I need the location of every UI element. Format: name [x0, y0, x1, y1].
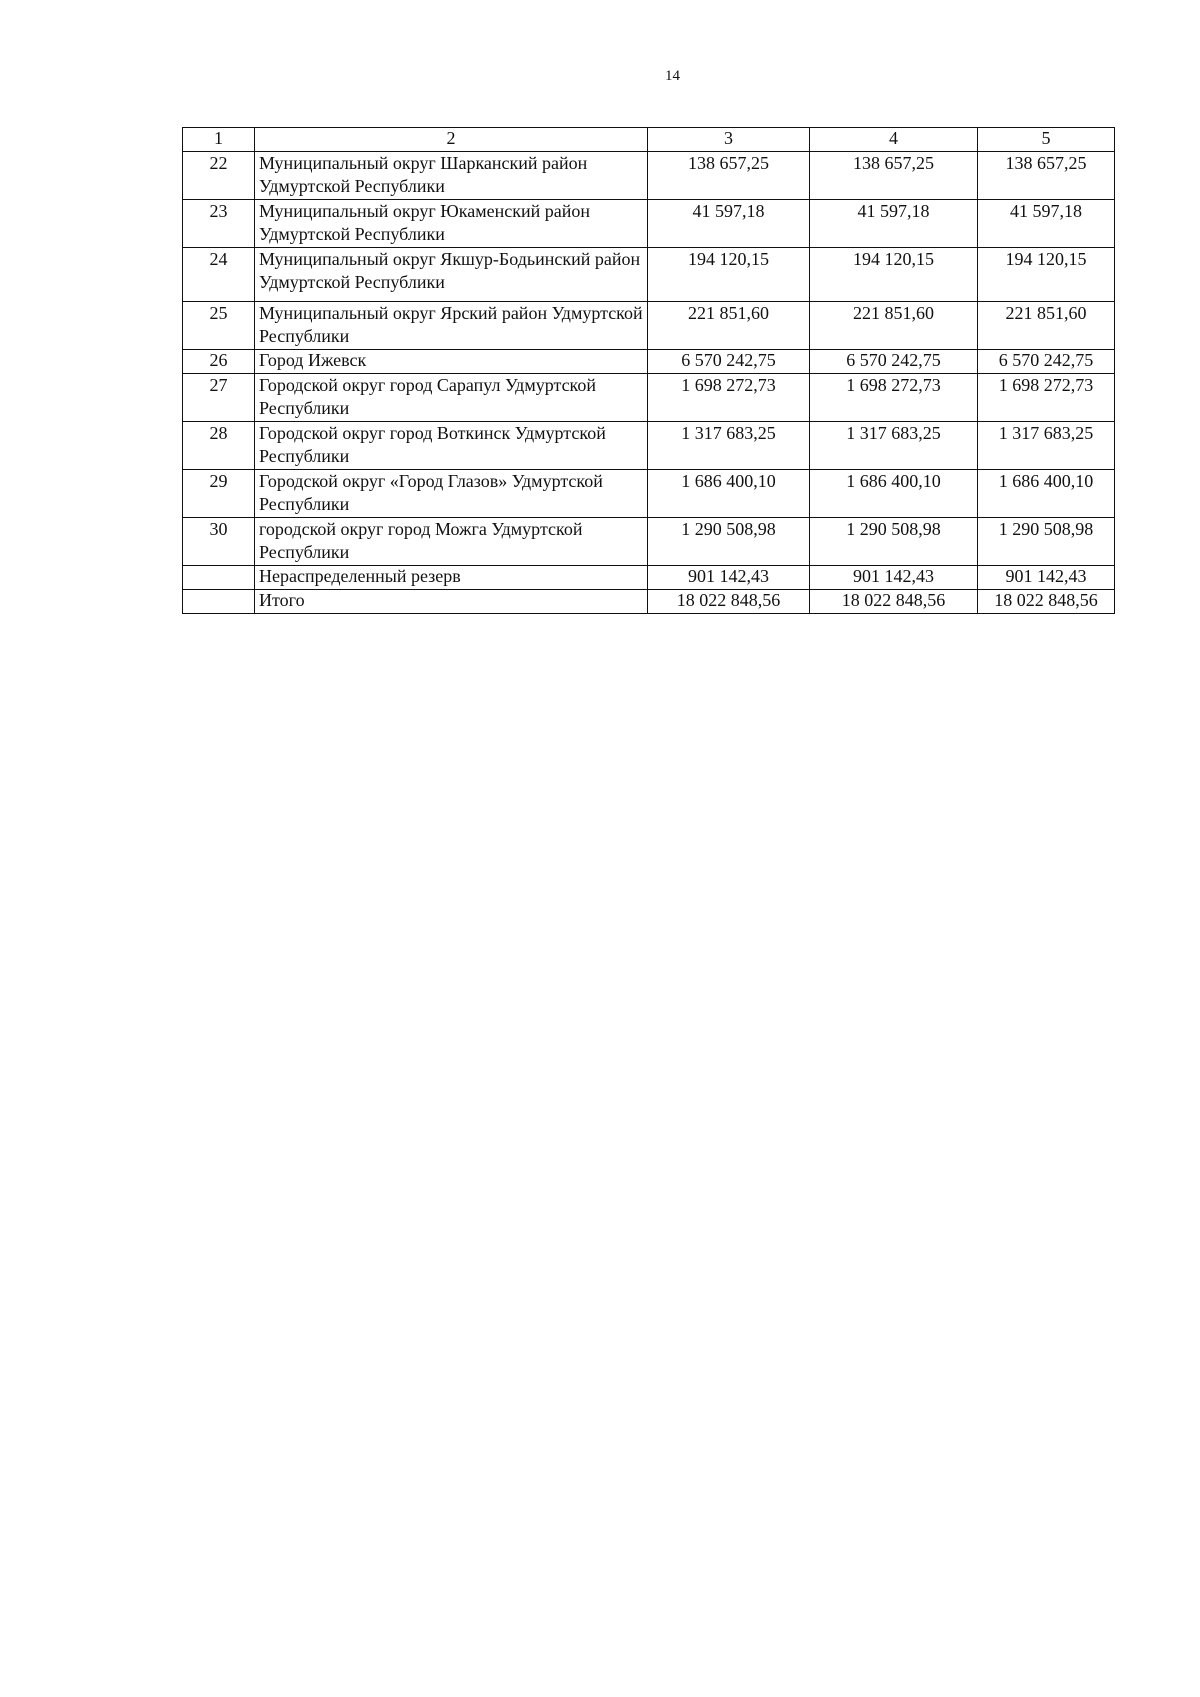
- value-col-3: 1 698 272,73: [648, 374, 810, 422]
- municipality-name: Муниципальный округ Ярский район Удмуртской Республики: [255, 302, 648, 350]
- total-col-4: 18 022 848,56: [810, 590, 978, 614]
- value-col-4: 221 851,60: [810, 302, 978, 350]
- municipality-name: Городской округ «Город Глазов» Удмуртской Республики: [255, 470, 648, 518]
- row-number: 29: [183, 470, 255, 518]
- row-number: 27: [183, 374, 255, 422]
- value-col-3: 6 570 242,75: [648, 350, 810, 374]
- value-col-4: 1 290 508,98: [810, 518, 978, 566]
- table-row: [183, 374, 1115, 422]
- table-row: [183, 350, 1115, 374]
- municipality-name: Муниципальный округ Шарканский район Удмуртской Республики: [255, 152, 648, 200]
- total-col-5: 18 022 848,56: [978, 590, 1115, 614]
- value-col-5: 138 657,25: [978, 152, 1115, 200]
- value-col-3: 901 142,43: [648, 566, 810, 590]
- value-col-5: 1 317 683,25: [978, 422, 1115, 470]
- value-col-5: 1 686 400,10: [978, 470, 1115, 518]
- table-row: [183, 470, 1115, 518]
- value-col-5: 41 597,18: [978, 200, 1115, 248]
- value-col-5: 1 698 272,73: [978, 374, 1115, 422]
- value-col-4: 6 570 242,75: [810, 350, 978, 374]
- header-col-4: 4: [810, 128, 978, 152]
- header-col-3: 3: [648, 128, 810, 152]
- header-col-5: 5: [978, 128, 1115, 152]
- municipality-name: Городской округ город Воткинск Удмуртской Республики: [255, 422, 648, 470]
- table-row: [183, 248, 1115, 302]
- table-header-row: [183, 128, 1115, 152]
- row-number: 22: [183, 152, 255, 200]
- row-number: 26: [183, 350, 255, 374]
- value-col-4: 1 686 400,10: [810, 470, 978, 518]
- value-col-5: 221 851,60: [978, 302, 1115, 350]
- value-col-3: 1 290 508,98: [648, 518, 810, 566]
- table-row: [183, 302, 1115, 350]
- row-number: 25: [183, 302, 255, 350]
- value-col-3: 41 597,18: [648, 200, 810, 248]
- value-col-5: 194 120,15: [978, 248, 1115, 302]
- total-col-3: 18 022 848,56: [648, 590, 810, 614]
- reserve-label: Нераспределенный резерв: [255, 566, 648, 590]
- table-row: [183, 518, 1115, 566]
- municipality-name: Муниципальный округ Якшур-Бодьинский район Удмуртской Республики: [255, 248, 648, 302]
- total-label: Итого: [255, 590, 648, 614]
- row-number: [183, 566, 255, 590]
- table-row-total: [183, 590, 1115, 614]
- row-number: 28: [183, 422, 255, 470]
- row-number: [183, 590, 255, 614]
- table-row: [183, 152, 1115, 200]
- municipality-name: городской округ город Можга Удмуртской Республики: [255, 518, 648, 566]
- value-col-4: 41 597,18: [810, 200, 978, 248]
- value-col-3: 138 657,25: [648, 152, 810, 200]
- header-col-1: 1: [183, 128, 255, 152]
- page-number: 14: [665, 68, 680, 84]
- value-col-3: 1 317 683,25: [648, 422, 810, 470]
- value-col-4: 194 120,15: [810, 248, 978, 302]
- value-col-3: 194 120,15: [648, 248, 810, 302]
- value-col-5: 6 570 242,75: [978, 350, 1115, 374]
- municipality-name: Городской округ город Сарапул Удмуртской Республики: [255, 374, 648, 422]
- value-col-3: 221 851,60: [648, 302, 810, 350]
- value-col-4: 901 142,43: [810, 566, 978, 590]
- row-number: 23: [183, 200, 255, 248]
- budget-table: [182, 127, 1115, 614]
- municipality-name: Город Ижевск: [255, 350, 648, 374]
- value-col-4: 1 698 272,73: [810, 374, 978, 422]
- municipality-name: Муниципальный округ Юкаменский район Удмуртской Республики: [255, 200, 648, 248]
- value-col-4: 138 657,25: [810, 152, 978, 200]
- value-col-3: 1 686 400,10: [648, 470, 810, 518]
- row-number: 30: [183, 518, 255, 566]
- value-col-4: 1 317 683,25: [810, 422, 978, 470]
- table-row: [183, 422, 1115, 470]
- value-col-5: 901 142,43: [978, 566, 1115, 590]
- header-col-2: 2: [255, 128, 648, 152]
- table-row: [183, 200, 1115, 248]
- row-number: 24: [183, 248, 255, 302]
- table-row-reserve: [183, 566, 1115, 590]
- value-col-5: 1 290 508,98: [978, 518, 1115, 566]
